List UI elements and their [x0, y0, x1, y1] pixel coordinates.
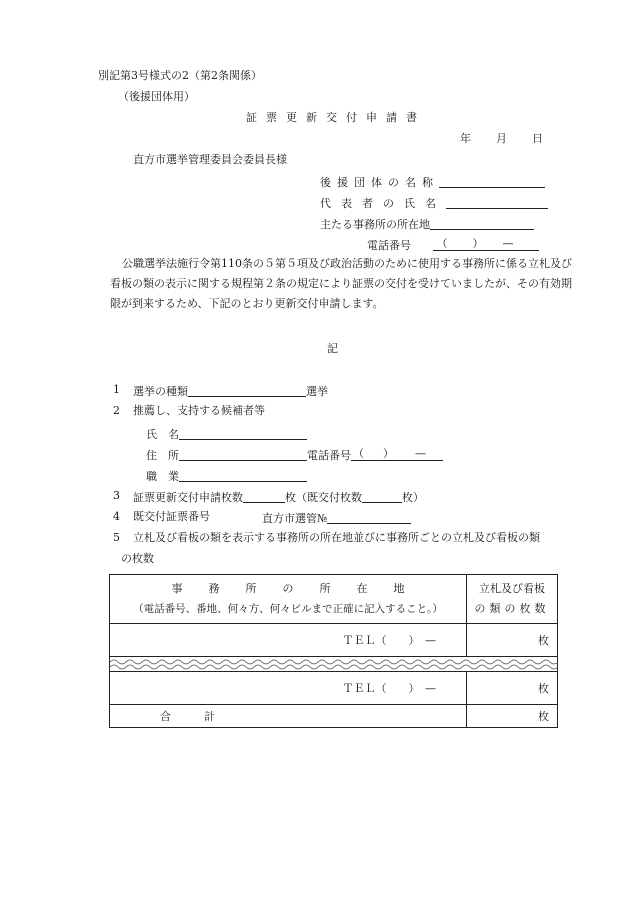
item-2-label: 推薦し、支持する候補者等	[133, 404, 265, 417]
office-address-label: 主たる事務所の所在地	[320, 218, 430, 231]
location-header-title: 事務所の所在地	[171, 582, 431, 595]
table-header-count	[467, 575, 558, 624]
total-label-cell: 合 計	[110, 705, 467, 728]
form-subtitle: （後援団体用）	[118, 90, 195, 103]
ki-heading: 記	[327, 342, 338, 355]
issued-count-field[interactable]	[362, 490, 402, 503]
phone-label: 電話番号	[367, 239, 411, 252]
addressee: 直方市選挙管理委員会委員長様	[133, 153, 287, 166]
item-2-number: 2	[113, 404, 120, 417]
count-header-line2: の類の枚数	[474, 602, 550, 615]
application-paragraph-text: 公職選挙法施行令第110条の５第５項及び政治活動のために使用する事務所に係る立札及び看板の類の表示に関する規程第２条の規定により証票の交付を受けていましたが、その有効期限が到来するため、下記のとおり更新交付申請します。	[110, 257, 572, 310]
org-name-field[interactable]	[439, 175, 545, 188]
sign-count-cell[interactable]: 枚	[467, 672, 558, 705]
candidate-phone-paren-open: （	[353, 447, 364, 460]
page-title: 証票更新交付申請書	[246, 111, 426, 124]
item-1-row	[133, 384, 328, 397]
table-total-row	[110, 705, 558, 728]
wavy-break-line	[110, 657, 558, 671]
rep-name-field[interactable]	[446, 196, 548, 209]
item-3-number: 3	[113, 489, 120, 502]
rep-name-row	[320, 196, 548, 209]
item-5-label-line1: 立札及び看板の類を表示する事務所の所在地並びに事務所ごとの立札及び看板の類	[133, 531, 540, 544]
issued-cert-row	[262, 511, 411, 524]
candidate-name-label: 氏 名	[146, 428, 179, 441]
phone-paren-close: ）	[472, 237, 484, 250]
election-type-label: 選挙の種類	[133, 385, 188, 398]
phone-dash: —	[502, 237, 514, 250]
candidate-occupation-field[interactable]	[179, 469, 307, 482]
org-name-label: 後援団体の名称	[320, 176, 439, 189]
phone-row	[367, 238, 539, 251]
wavy-break	[110, 657, 558, 672]
org-name-row	[320, 175, 545, 188]
table-header-row	[110, 575, 558, 624]
renewal-count-label: 証票更新交付申請枚数	[133, 491, 243, 504]
election-type-field[interactable]	[188, 384, 306, 397]
issued-cert-label: 既交付証票番号	[133, 510, 210, 523]
renewal-count-unit: 枚（既交付枚数	[285, 491, 362, 504]
candidate-address-label: 住 所	[146, 449, 179, 462]
form-reference: 別記第3号様式の2（第2条関係）	[98, 69, 262, 82]
issued-count-unit: 枚）	[402, 491, 424, 504]
date-day-label: 日	[532, 132, 543, 145]
election-suffix: 選挙	[306, 385, 328, 398]
candidate-address-row	[146, 448, 443, 461]
table-header-location	[110, 575, 467, 624]
candidate-name-field[interactable]	[179, 427, 307, 440]
table-break-row	[110, 657, 558, 672]
item-5-label-line2: の枚数	[121, 552, 154, 565]
total-count-cell[interactable]: 枚	[467, 705, 558, 728]
office-signs-table	[109, 574, 558, 728]
candidate-occupation-row	[146, 469, 307, 482]
item-3-row	[133, 490, 424, 503]
issued-cert-prefix: 直方市選管№	[262, 512, 328, 525]
date-year-label: 年	[460, 132, 471, 145]
location-header-note: （電話番号、番地、何々方、何々ビルまで正確に記入すること。）	[133, 603, 443, 615]
candidate-occupation-label: 職 業	[146, 470, 179, 483]
candidate-phone-field[interactable]	[351, 448, 443, 461]
date-month-label: 月	[496, 132, 507, 145]
candidate-phone-dash: —	[415, 447, 426, 460]
candidate-address-field[interactable]	[179, 448, 307, 461]
office-address-row	[320, 217, 534, 230]
office-location-cell[interactable]: ＴＥＬ（ ） —	[110, 672, 467, 705]
issued-cert-number-field[interactable]	[327, 511, 411, 524]
item-5-number: 5	[113, 531, 120, 544]
count-header-line1: 立札及び看板	[479, 582, 545, 595]
office-location-cell[interactable]: ＴＥＬ（ ） —	[110, 624, 467, 657]
sign-count-cell[interactable]: 枚	[467, 624, 558, 657]
application-paragraph	[110, 254, 580, 314]
candidate-phone-paren-close: ）	[383, 447, 394, 460]
table-row	[110, 624, 558, 657]
office-address-field[interactable]	[430, 217, 534, 230]
candidate-phone-label: 電話番号	[307, 449, 351, 462]
phone-field[interactable]	[433, 238, 539, 251]
phone-paren-open: （	[436, 237, 448, 250]
rep-name-label: 代表者の氏名	[320, 197, 446, 210]
item-4-number: 4	[113, 510, 120, 523]
item-1-number: 1	[113, 383, 120, 396]
table-row	[110, 672, 558, 705]
renewal-count-field[interactable]	[243, 490, 285, 503]
candidate-name-row	[146, 427, 307, 440]
